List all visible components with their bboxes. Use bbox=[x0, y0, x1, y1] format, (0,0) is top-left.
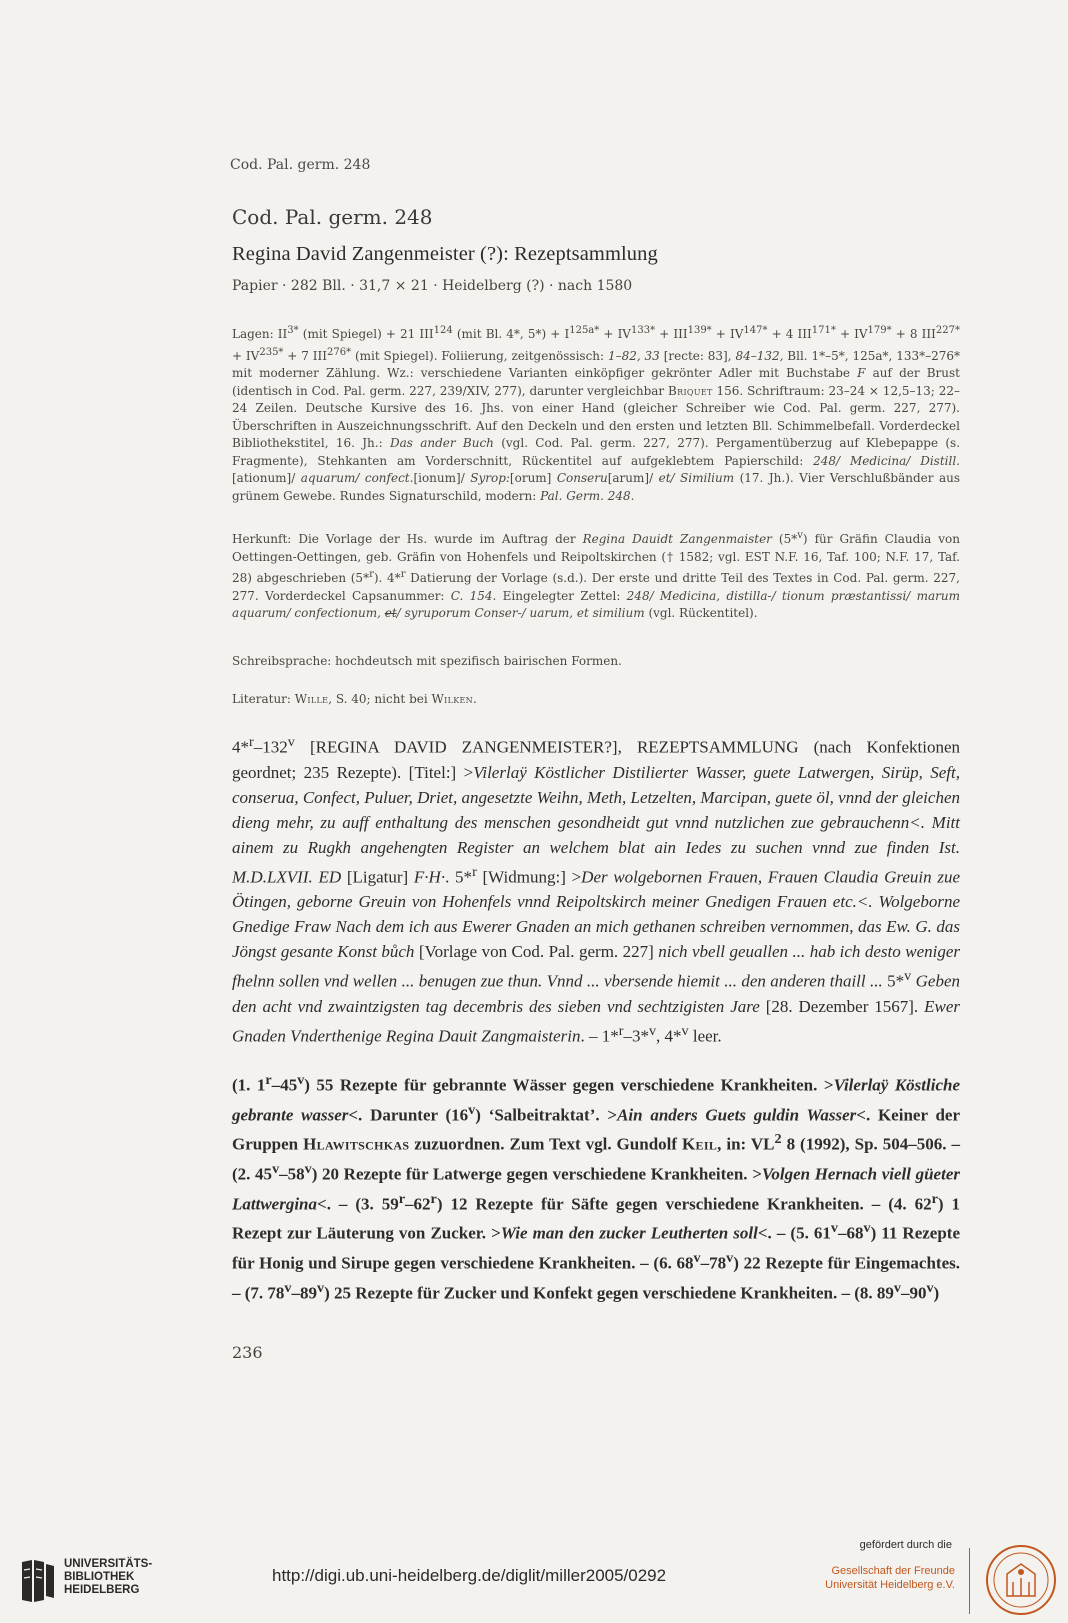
footer-divider bbox=[969, 1548, 970, 1614]
literatur-paragraph: Literatur: Wille, S. 40; nicht bei Wilken. bbox=[232, 692, 477, 706]
page-number: 236 bbox=[232, 1343, 263, 1362]
schreibsprache-paragraph: Schreibsprache: hochdeutsch mit spezifisch bairischen Formen. bbox=[232, 654, 622, 668]
shelfmark: Cod. Pal. germ. 248 bbox=[232, 205, 433, 229]
permalink-url[interactable]: http://digi.ub.uni-heidelberg.de/diglit/miller2005/0292 bbox=[272, 1566, 667, 1585]
sponsor-name: Gesellschaft der Freunde Universität Heidelberg e.V. bbox=[825, 1565, 955, 1591]
library-name: UNIVERSITÄTS- BIBLIOTHEK HEIDELBERG bbox=[64, 1558, 153, 1596]
entry-meta: Papier · 282 Bll. · 31,7 × 21 · Heidelberg (?) · nach 1580 bbox=[232, 278, 633, 294]
digitization-footer bbox=[0, 1538, 1068, 1623]
herkunft-paragraph: Herkunft: Die Vorlage der Hs. wurde im Auftrag der Regina Dauidt Zangenmaister (5*$^v$) für Gräfin Claudia von Oettingen-Oettingen, geb. Gräfin von Hohenfels und Reipoltskirchen († 1582; vgl. EST N.F. 16, Taf. 100; N.F. 17, Taf. 28) abgeschrieben (5*$^r$). 4*$^r$ Datierung der Vorlage (s.d.). Der erste und dritte Teil des Textes in Cod. Pal. germ. 227, 277. Vorderdeckel Capsanummer: C. 154. Eingelegter Zettel: 248/ Medicina, distilla-/ tionum præstantissi/ marum aquarum/ confectionum, et/ syruporum Conser-/ uarum, et similium (vgl. Rückentitel). bbox=[232, 530, 960, 620]
ub-heidelberg-logo-icon bbox=[18, 1556, 58, 1606]
contents-paragraph: (1. 1$^r$–45$^v$) 55 Rezepte für gebrannte Wässer gegen verschiedene Krankheiten. >Vilerlaÿ Köstliche gebrante wasser<. Darunter (16$^v$) ‘Salbeitraktat’. >Ain anders Guets guldin Wasser<. Keiner der Gruppen Hlawitschkas zuzuordnen. Zum Text vgl. Gundolf Keil, in: $VL^2$ 8 (1992), Sp. 504–506. – (2. 45$^v$–58$^v$) 20 Rezepte für Latwerge gegen verschiedene Krankheiten. >Volgen Hernach viell güeter Lattwergina<. – (3. 59$^r$–62$^r$) 12 Rezepte für Säfte gegen verschiedene Krankheiten. – (4. 62$^r$) 1 Rezept zur Läuterung von Zucker. >Wie man den zucker Leutherten soll<. – (5. 61$^v$–68$^v$) 11 Rezepte für Honig und Sirupe gegen verschiedene Krankheiten. – (6. 68$^v$–78$^v$) 22 Rezepte für Eingemachtes. – (7. 78$^v$–89$^v$) 25 Rezepte für Zucker und Konfekt gegen verschiedene Krankheiten. – (8. 89$^v$–90$^v$) bbox=[232, 1072, 961, 1303]
main-description: 4*$^r$–132$^v$ [REGINA DAVID ZANGENMEISTER?], REZEPTSAMMLUNG (nach Konfektionen geordnet; 235 Rezepte). [Titel:] >Vilerlaÿ Köstlicher Distilierter Wasser, guete Latwergen, Sirüp, Seft, conserua, Confect, Puluer, Driet, angesetzte Weihn, Meth, Letzelten, Marcipan, guete öl, vnnd der gleichen dieng mehr, zu auff enthaltung des menschen gesondheidt gut vnnd nutzlichen zue gebrauchenn<. Mitt ainem zu Rugkh angehengten Register an welchem blat ain Iedes zu suchen vnnd zue finden Ist. M.D.LXVII. ED [Ligatur] F·H·. 5*$^r$ [Widmung:] >Der wolgebornen Frauen, Frauen Claudia Greuin zue Ötingen, geborne Greuin von Hohenfels vnnd Reipoltskirch meiner Gnedigen Frauen etc.<. Wolgeborne Gnedige Fraw Nach dem ich aus Ewerer Gnaden an mich gethanen schreiben vernommen, das Ew. G. das Jöngst gesante Konst bůch [Vorlage von Cod. Pal. germ. 227] nich vbell geuallen ... hab ich desto weniger fhelnn sollen vnd wellen ... benugen zue thun. Vnnd ... vbersende hiemit ... den anderen thaill ... 5*$^v$ Geben den acht vnd zwaintzigsten tag decembris des sieben vnd sechtzigisten Jare [28. Dezember 1567]. Ewer Gnaden Vnderthenige Regina Dauit Zangmaisterin. – 1*$^r$–3*$^v$, 4*$^v$ leer. bbox=[232, 734, 961, 1046]
sponsor-intro: gefördert durch die bbox=[859, 1539, 952, 1551]
university-seal-icon bbox=[985, 1544, 1057, 1616]
lagen-paragraph: Lagen: $II^{3*}$ (mit Spiegel) + 21 III$^{124}$ (mit Bl. 4*, $5*) + I^{125a*} + IV^{133*} + III^{139*} + IV^{147*} + 4$ $III^{171*} + IV^{179*} + 8$ $III^{227*} + IV^{235*} + 7$ $III^{276*}$ (mit Spiegel). Foliierung, zeitgenössisch: 1–82, 33 [recte: 83], 84–132, Bll. 1*–5*, 125a*, 133*–276* mit moderner Zählung. Wz.: verschiedene Varianten einköpfiger gekrönter Adler mit Buchstabe F auf der Brust (identisch in Cod. Pal. germ. 227, 239/XIV, 277), darunter vergleichbar Briquet 156. Schriftraum: 23–24 × 12,5–13; 22–24 Zeilen. Deutsche Kursive des 16. Jhs. von einer Hand (gleicher Schreiber wie Cod. Pal. germ. 227, 277). Überschriften in Auszeichnungsschrift. Auf den Deckeln und den ersten und letzten Bll. Schimmelbefall. Vorderdeckel Bibliothekstitel, 16. Jh.: Das ander Buch (vgl. Cod. Pal. germ. 227, 277). Pergamentüberzug auf Klebepappe (s. Fragmente), Stehkanten am Vorderschnitt, Rückentitel auf aufgeklebtem Papierschild: 248/ Medicina/ Distill.[ationum]/ aquarum/ confect.[ionum]/ Syrop:[orum] Conseru[arum]/ et/ Similium (17. Jh.). Vier Verschlußbänder aus grünem Gewebe. Rundes Signaturschild, modern: Pal. Germ. 248. bbox=[232, 325, 961, 503]
running-head: Cod. Pal. germ. 248 bbox=[230, 157, 371, 173]
entry-title: Regina David Zangenmeister (?): Rezeptsammlung bbox=[232, 243, 658, 265]
